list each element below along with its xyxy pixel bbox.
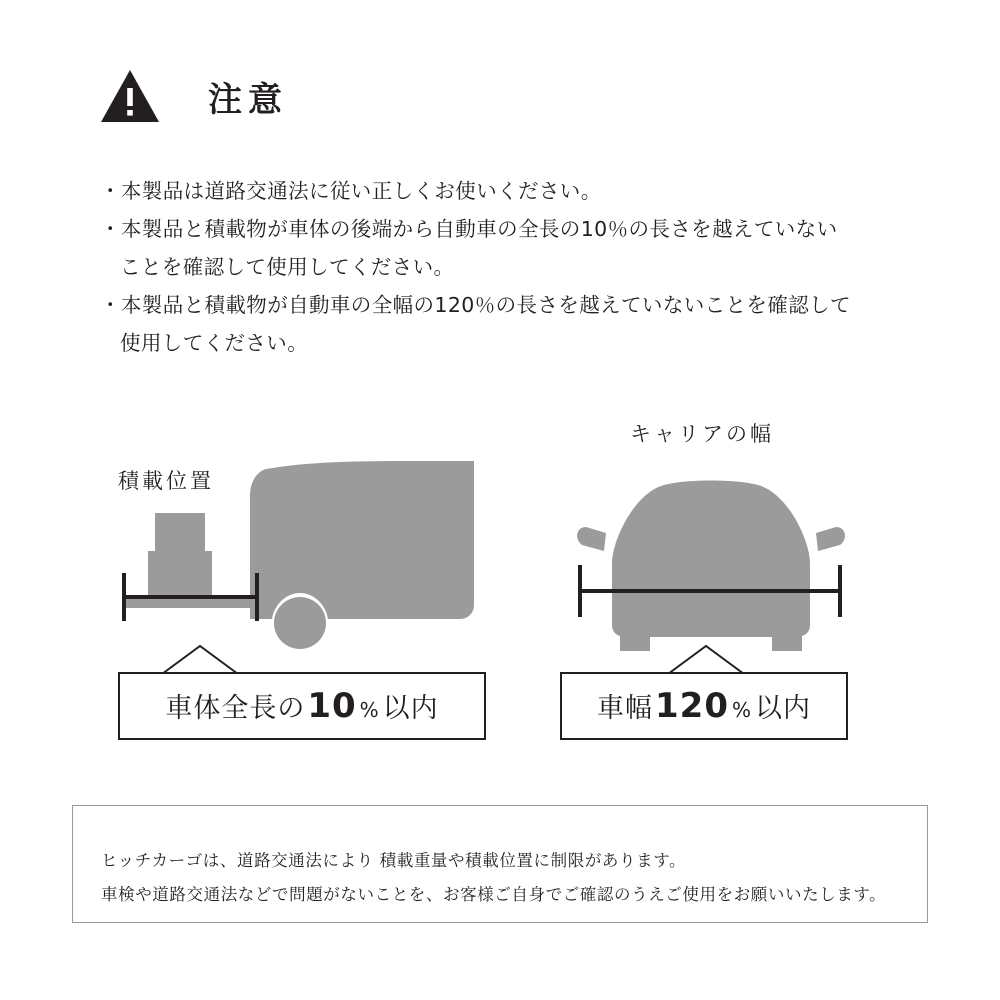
left-callout-box xyxy=(118,672,486,740)
right-callout-suffix: 以内 xyxy=(755,693,811,724)
car-front-silhouette xyxy=(560,455,860,674)
bullet-line: 使用してください。 xyxy=(120,331,309,355)
left-figure-label: 積載位置 xyxy=(118,469,214,493)
right-callout-prefix: 車幅 xyxy=(597,693,653,724)
left-callout-unit: % xyxy=(359,698,380,722)
footer-note-line: ヒッチカーゴは、道路交通法により 積載重量や積載位置に制限があります。 xyxy=(101,851,687,870)
right-callout-unit: % xyxy=(731,698,752,722)
notice-header xyxy=(100,68,288,124)
page-title: 注意 xyxy=(208,79,288,120)
bullet-line: ことを確認して使用してください。 xyxy=(120,255,455,279)
bullet-line: ・本製品と積載物が自動車の全幅の120％の長さを越えていないことを確認して xyxy=(100,293,851,317)
bullet-line: ・本製品と積載物が車体の後端から自動車の全長の10％の長さを越えていない xyxy=(100,217,838,241)
left-callout-suffix: 以内 xyxy=(382,693,439,724)
right-callout-text xyxy=(597,686,811,726)
right-callout-value: 120 xyxy=(655,686,729,726)
right-callout-box xyxy=(560,672,848,740)
notice-bullet-list xyxy=(100,172,930,362)
footer-note-line: 車検や道路交通法などで問題がないことを、お客様ご自身でご確認のうえご使用をお願いいたします。 xyxy=(101,885,887,904)
truck-side-silhouette xyxy=(100,455,500,674)
bullet-line: ・本製品は道路交通法に従い正しくお使いください。 xyxy=(100,179,602,203)
left-callout-text xyxy=(165,686,438,726)
left-callout-value: 10 xyxy=(307,686,357,726)
footer-note-box xyxy=(72,805,928,923)
right-figure-label: キャリアの幅 xyxy=(630,422,774,446)
left-callout-prefix: 車体全長の xyxy=(165,693,306,724)
warning-triangle-icon xyxy=(100,68,160,124)
